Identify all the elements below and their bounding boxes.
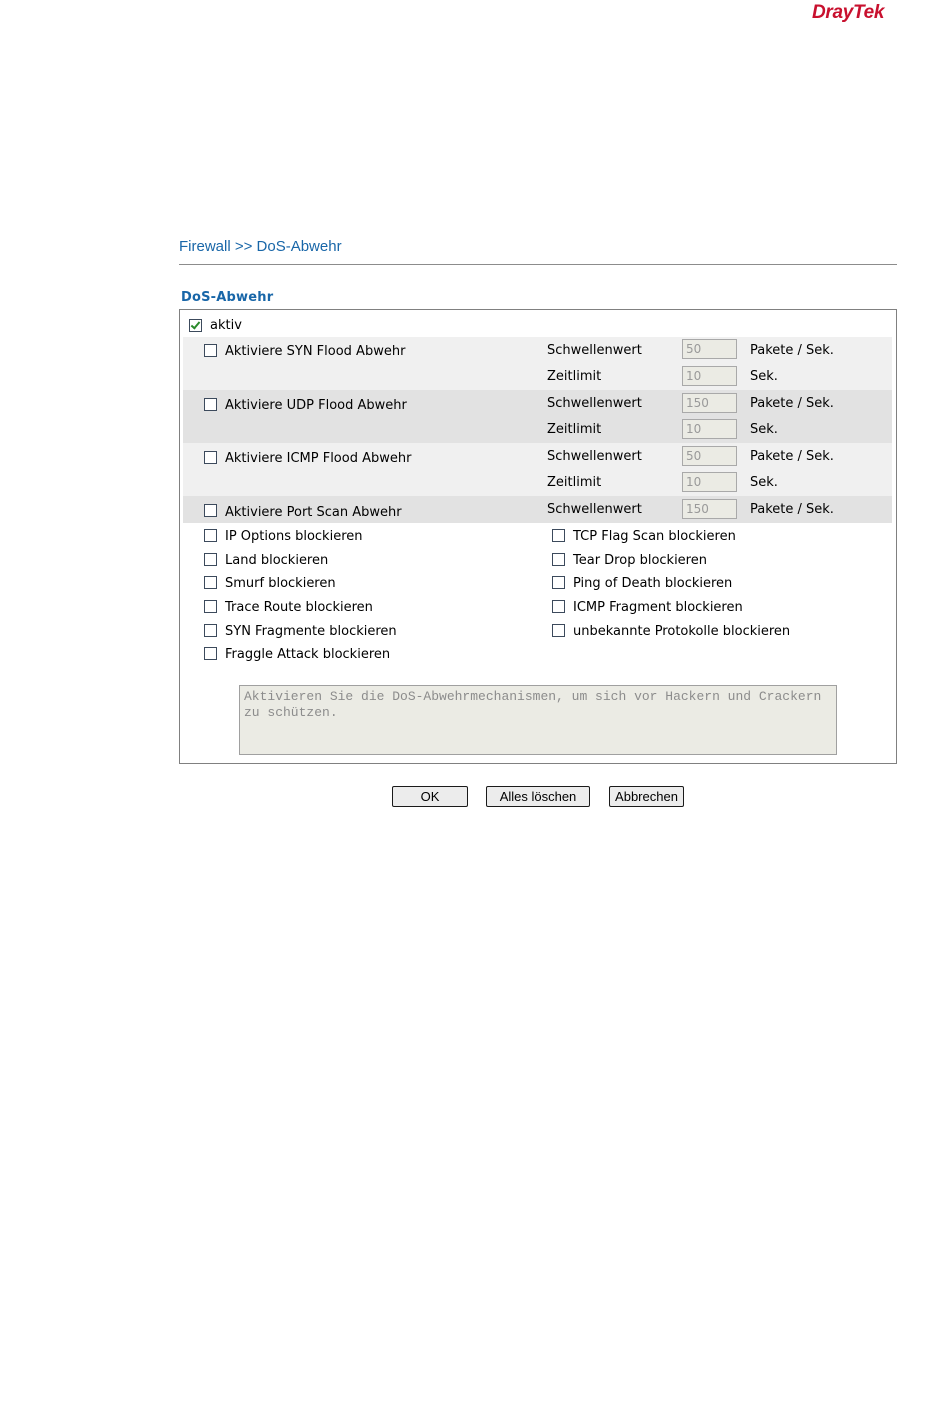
trace-route-checkbox[interactable]	[204, 600, 217, 613]
port-scan-row	[183, 496, 892, 523]
udp-flood-checkbox[interactable]	[204, 398, 217, 411]
fraggle-label: Fraggle Attack blockieren	[225, 647, 391, 662]
syn-threshold-label: Schwellenwert	[547, 343, 642, 358]
active-checkbox[interactable]	[189, 319, 202, 332]
section-title: DoS-Abwehr	[181, 290, 274, 305]
title-divider	[179, 264, 897, 265]
port-scan-threshold-unit: Pakete / Sek.	[750, 502, 834, 517]
active-label: aktiv	[210, 318, 242, 333]
udp-flood-row	[183, 390, 892, 443]
syn-threshold-input[interactable]: 50	[682, 339, 737, 359]
udp-threshold-input[interactable]: 150	[682, 393, 737, 413]
dos-defense-panel	[179, 309, 897, 764]
unknown-protocol-label: unbekannte Protokolle blockieren	[573, 624, 791, 639]
ping-of-death-checkbox[interactable]	[552, 576, 565, 589]
tear-drop-checkbox[interactable]	[552, 553, 565, 566]
syn-timeout-label: Zeitlimit	[547, 369, 602, 384]
tear-drop-label: Tear Drop blockieren	[573, 553, 707, 568]
syn-flood-label: Aktiviere SYN Flood Abwehr	[225, 344, 406, 359]
fraggle-checkbox[interactable]	[204, 647, 217, 660]
port-scan-label: Aktiviere Port Scan Abwehr	[225, 505, 402, 520]
port-scan-threshold-input[interactable]: 150	[682, 499, 737, 519]
udp-timeout-input[interactable]: 10	[682, 419, 737, 439]
port-scan-checkbox[interactable]	[204, 504, 217, 517]
udp-flood-label: Aktiviere UDP Flood Abwehr	[225, 398, 407, 413]
syn-fragment-label: SYN Fragmente blockieren	[225, 624, 397, 639]
land-label: Land blockieren	[225, 553, 329, 568]
udp-timeout-unit: Sek.	[750, 422, 778, 437]
icmp-flood-row	[183, 443, 892, 496]
icmp-flood-checkbox[interactable]	[204, 451, 217, 464]
tcp-flag-scan-checkbox[interactable]	[552, 529, 565, 542]
cancel-button[interactable]: Abbrechen	[609, 786, 684, 807]
udp-threshold-label: Schwellenwert	[547, 396, 642, 411]
syn-threshold-unit: Pakete / Sek.	[750, 343, 834, 358]
icmp-timeout-label: Zeitlimit	[547, 475, 602, 490]
syn-flood-checkbox[interactable]	[204, 344, 217, 357]
port-scan-threshold-label: Schwellenwert	[547, 502, 642, 517]
draytek-logo: DrayTek	[812, 2, 885, 23]
icmp-fragment-checkbox[interactable]	[552, 600, 565, 613]
icmp-fragment-label: ICMP Fragment blockieren	[573, 600, 743, 615]
clear-all-button[interactable]: Alles löschen	[486, 786, 590, 807]
syn-timeout-input[interactable]: 10	[682, 366, 737, 386]
syn-fragment-checkbox[interactable]	[204, 624, 217, 637]
syn-flood-row	[183, 337, 892, 390]
udp-timeout-label: Zeitlimit	[547, 422, 602, 437]
syn-timeout-unit: Sek.	[750, 369, 778, 384]
icmp-threshold-input[interactable]: 50	[682, 446, 737, 466]
ip-options-label: IP Options blockieren	[225, 529, 363, 544]
icmp-flood-label: Aktiviere ICMP Flood Abwehr	[225, 451, 412, 466]
tcp-flag-scan-label: TCP Flag Scan blockieren	[573, 529, 736, 544]
udp-threshold-unit: Pakete / Sek.	[750, 396, 834, 411]
smurf-label: Smurf blockieren	[225, 576, 336, 591]
description-box: Aktivieren Sie die DoS-Abwehrmechanismen, um sich vor Hackern und Crackern zu schützen.	[239, 685, 837, 755]
smurf-checkbox[interactable]	[204, 576, 217, 589]
unknown-protocol-checkbox[interactable]	[552, 624, 565, 637]
icmp-timeout-unit: Sek.	[750, 475, 778, 490]
trace-route-label: Trace Route blockieren	[225, 600, 373, 615]
icmp-timeout-input[interactable]: 10	[682, 472, 737, 492]
icmp-threshold-unit: Pakete / Sek.	[750, 449, 834, 464]
land-checkbox[interactable]	[204, 553, 217, 566]
breadcrumb: Firewall >> DoS-Abwehr	[179, 238, 342, 255]
ok-button[interactable]: OK	[392, 786, 468, 807]
icmp-threshold-label: Schwellenwert	[547, 449, 642, 464]
ping-of-death-label: Ping of Death blockieren	[573, 576, 733, 591]
ip-options-checkbox[interactable]	[204, 529, 217, 542]
